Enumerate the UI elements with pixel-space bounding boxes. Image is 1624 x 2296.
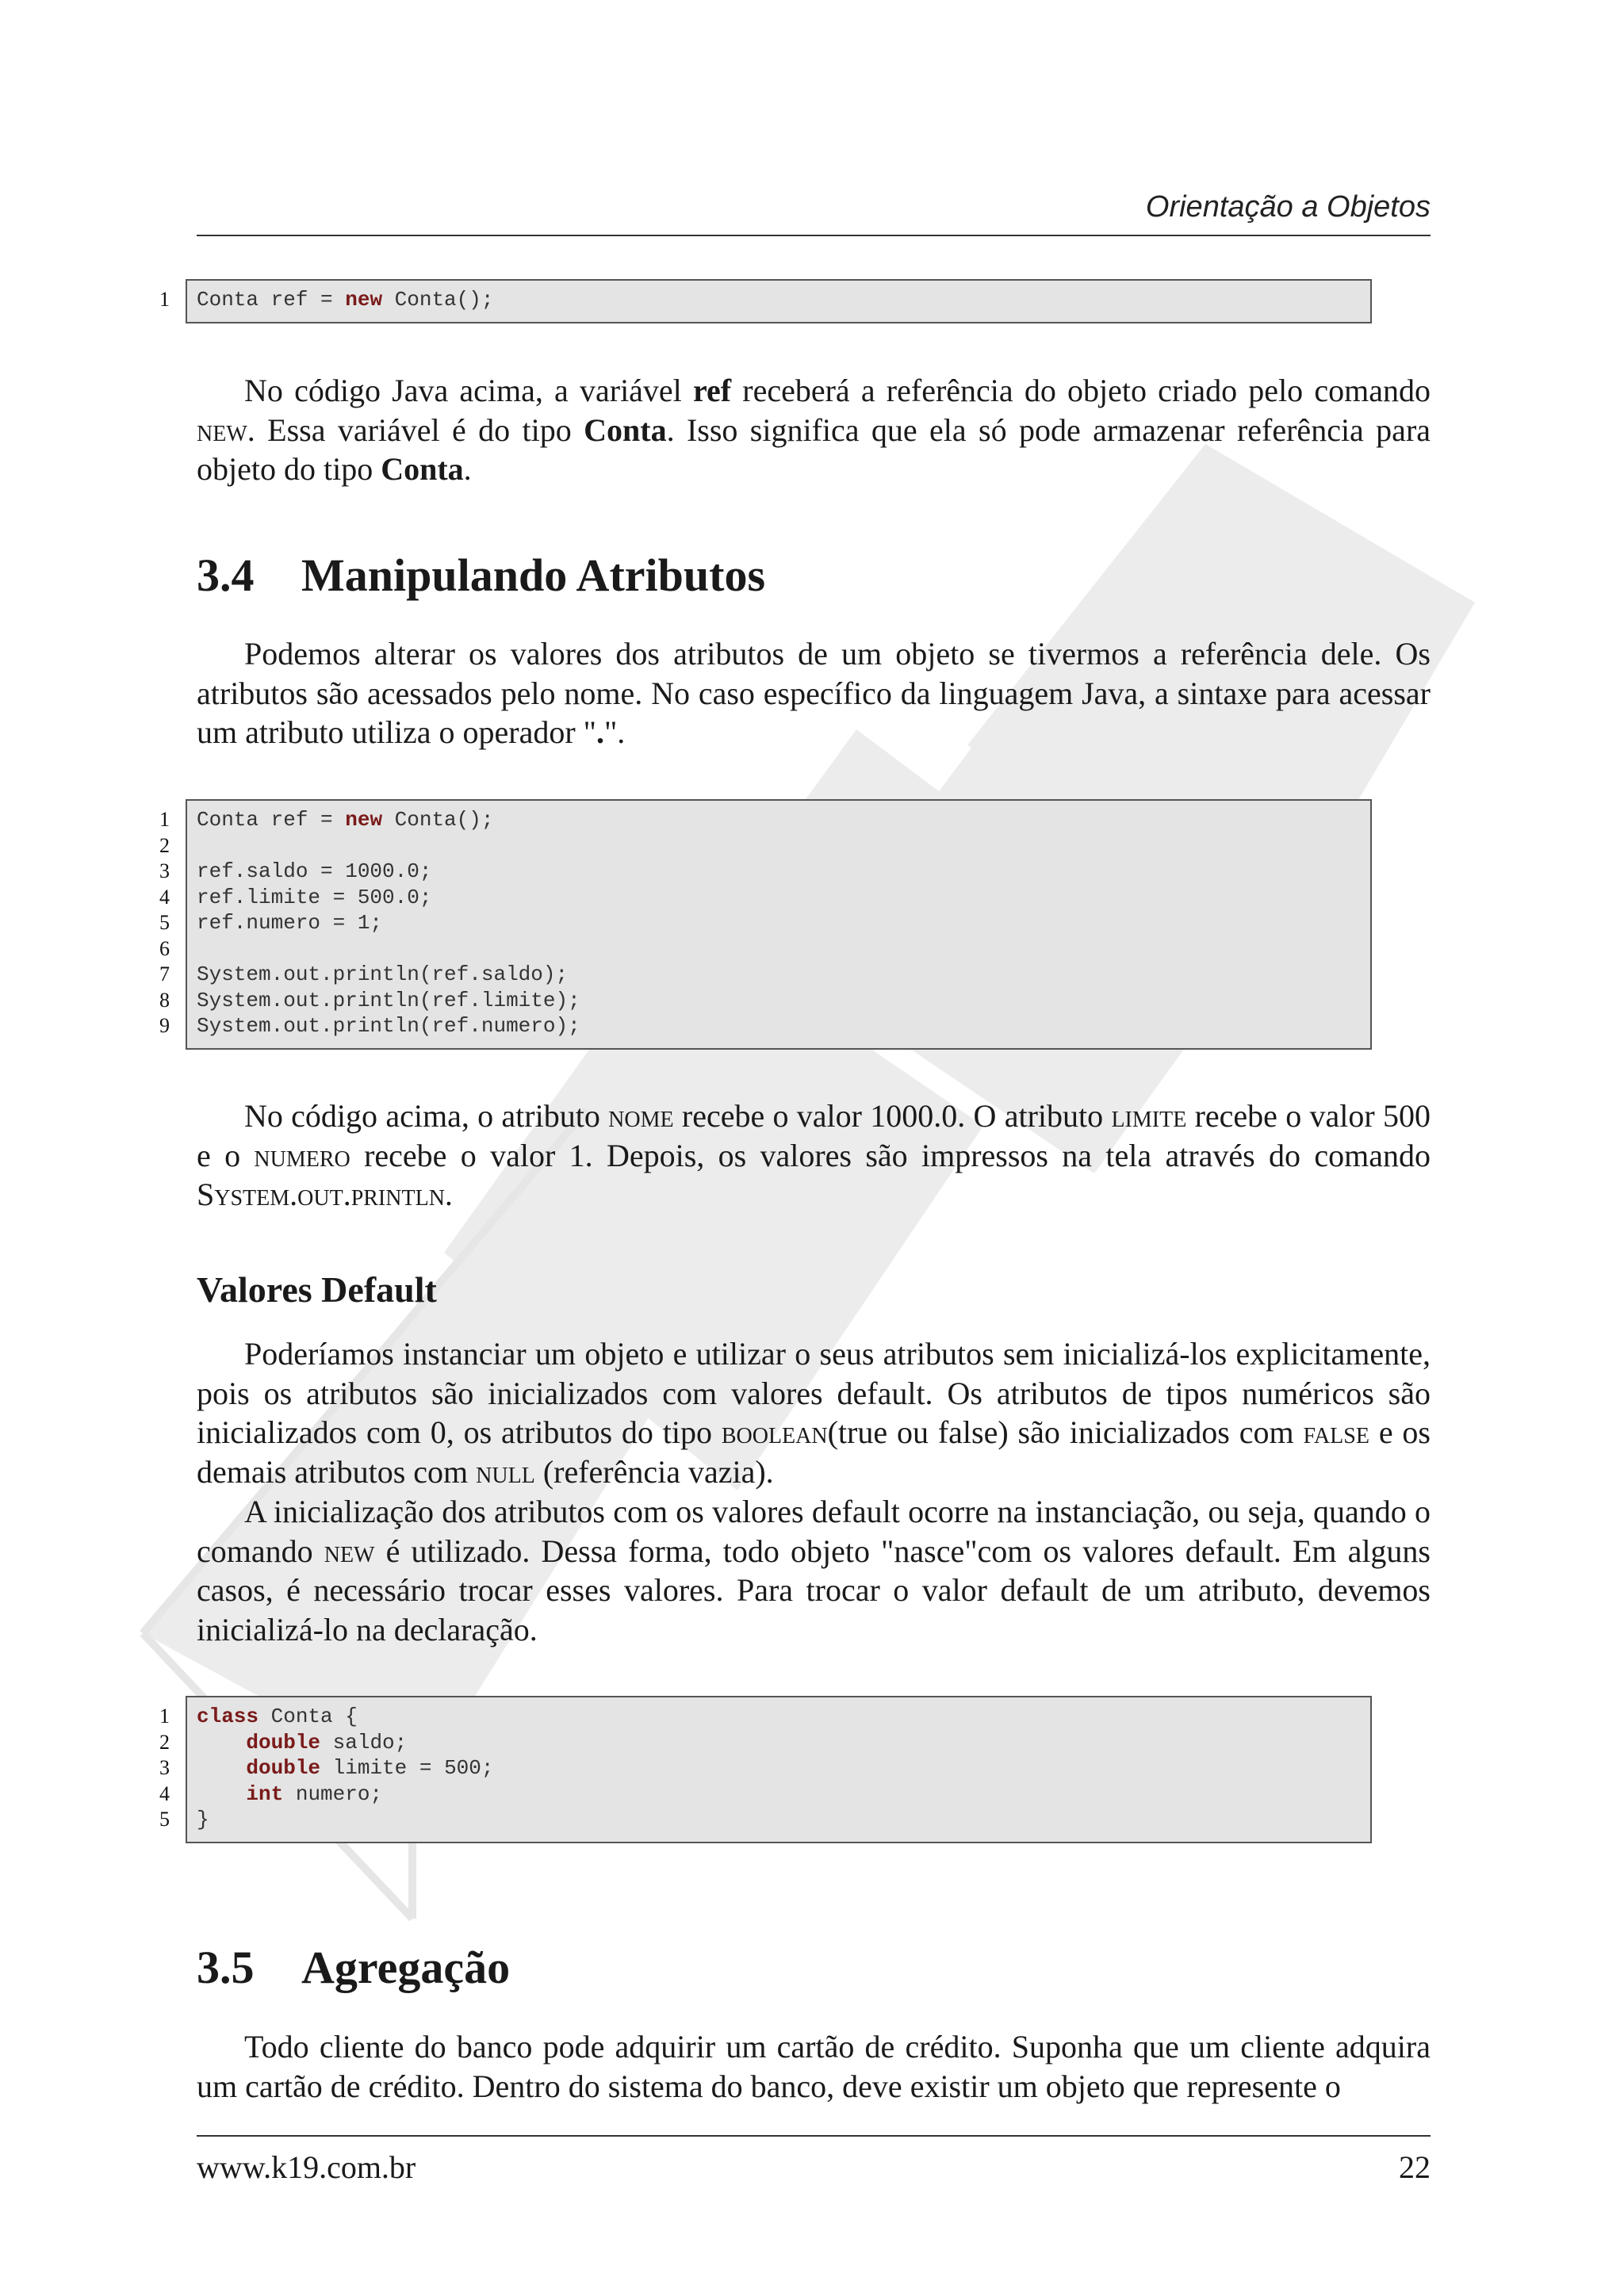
code-line: 5 ref.numero = 1;: [197, 910, 1361, 936]
code-line: 3 double limite = 500;: [197, 1755, 1361, 1781]
code-line: 1 Conta ref = new Conta();: [197, 287, 1361, 313]
keyword: double: [246, 1756, 321, 1780]
paragraph-code-explanation: No código acima, o atributo nome recebe o valor 1000.0. O atributo limite recebe o valor 500 e o numero recebe o valor 1. Depois, os valores são impressos na tela através do comando System.out.println.: [197, 1098, 1431, 1212]
code-line: 1 class Conta {: [197, 1704, 1361, 1730]
line-number: 6: [159, 936, 170, 960]
code-line: 8 System.out.println(ref.limite);: [197, 988, 1361, 1014]
line-number: 2: [159, 1730, 170, 1754]
line-number: 1: [159, 288, 170, 311]
code-line: 4 int numero;: [197, 1781, 1361, 1808]
page-number: 22: [1399, 2149, 1431, 2185]
footer-url: www.k19.com.br: [197, 2149, 416, 2185]
code-listing-1: [159, 279, 1372, 323]
header-rule: [197, 235, 1431, 236]
paragraph-default-values: Poderíamos instanciar um objeto e utilizar o seus atributos sem inicializá-los explicitamente, pois os atributos são inicializados com valores default. Os atributos de tipos numéricos são inicializados com 0, os atributos do tipo boolean(true ou false) são inicializados com false e os demais atributos com null (referência vazia).: [197, 1336, 1431, 1490]
keyword: new: [345, 288, 383, 312]
paragraph-ref-variable: No código Java acima, a variável ref receberá a referência do objeto criado pelo comando new. Essa variável é do tipo Conta. Isso significa que ela só pode armazenar referência para objeto do tipo Conta.: [197, 373, 1431, 487]
paragraph-aggregation-intro: Todo cliente do banco pode adquirir um cartão de crédito. Suponha que um cliente adquira um cartão de crédito. Dentro do sistema do banco, deve existir um objeto que represente o: [197, 2029, 1431, 2104]
subsection-heading-valores-default: Valores Default: [197, 1269, 437, 1310]
line-number: 1: [159, 1705, 170, 1728]
keyword: int: [246, 1781, 284, 1806]
line-number: 9: [159, 1014, 170, 1037]
code-line: 4 ref.limite = 500.0;: [197, 885, 1361, 911]
footer-rule: [197, 2135, 1431, 2137]
code-listing-3: [159, 1696, 1372, 1843]
line-number: 3: [159, 859, 170, 882]
code-line: 3 ref.saldo = 1000.0;: [197, 859, 1361, 885]
line-number: 7: [159, 962, 170, 985]
line-number: 3: [159, 1756, 170, 1779]
code-line: 7 System.out.println(ref.saldo);: [197, 962, 1361, 988]
running-header: Orientação a Objetos: [1145, 190, 1431, 224]
code-listing-2: [159, 799, 1372, 1050]
keyword: new: [345, 808, 383, 832]
section-heading-3-5: 3.5 Agregação: [197, 1942, 511, 1993]
section-heading-3-4: 3.4 Manipulando Atributos: [197, 549, 766, 601]
code-line: 1 Conta ref = new Conta();: [197, 807, 1361, 833]
line-number: 4: [159, 885, 170, 909]
paragraph-default-initialization: A inicialização dos atributos com os valores default ocorre na instanciação, ou seja, quando o comando new é utilizado. Dessa forma, todo objeto "nasce"com os valores default. Em alguns casos, é necessário trocar esses valores. Para trocar o valor default de um atributo, devemos inicializá-lo na declaração.: [197, 1494, 1431, 1647]
code-line: [159, 936, 1361, 962]
line-number: 8: [159, 988, 170, 1012]
line-number: 5: [159, 1808, 170, 1831]
line-number: 5: [159, 911, 170, 934]
code-line: 5 }: [197, 1807, 1361, 1833]
line-number: 1: [159, 808, 170, 831]
line-number: 4: [159, 1781, 170, 1805]
keyword: double: [246, 1730, 321, 1755]
keyword: class: [197, 1705, 259, 1728]
line-number: 2: [159, 833, 170, 857]
code-line: 2 double saldo;: [197, 1730, 1361, 1756]
paragraph-attribute-access: Podemos alterar os valores dos atributos de um objeto se tivermos a referência dele. Os atributos são acessados pelo nome. No caso específico da linguagem Java, a sintaxe para acessar um atributo utiliza o operador ".".: [197, 636, 1431, 750]
code-line: [159, 833, 1361, 859]
code-line: 9 System.out.println(ref.numero);: [197, 1013, 1361, 1039]
